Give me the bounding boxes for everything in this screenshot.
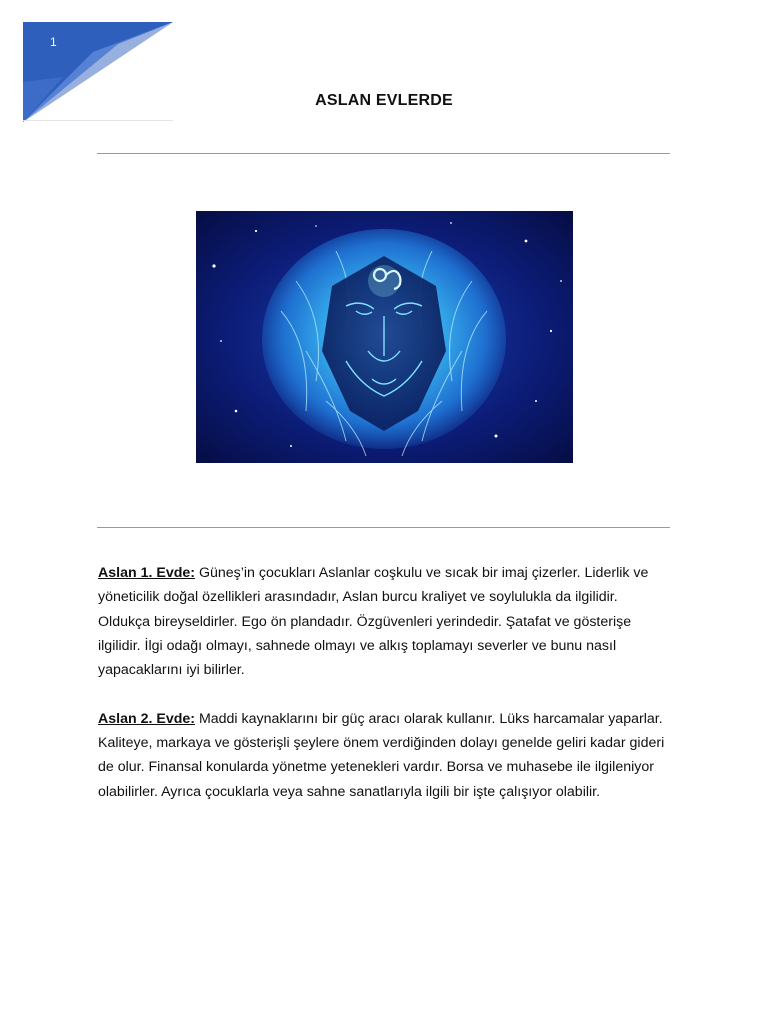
house-descriptions (98, 561, 673, 828)
lion-constellation-image (196, 211, 573, 463)
paragraph-text: Maddi kaynaklarını bir güç aracı olarak kullanır. Lüks harcamalar yaparlar. Kaliteye, markaya ve gösterişli şeylere önem verdiğinden dolayı genelde geliri kadar gideri de olur. Finansal konularda yönetme yetenekleri vardır. Borsa ve muhasebe ile ilgileniyor olabilirler. Ayrıca çocuklarla veya sahne sanatlarıyla ilgili bir işte çalışıyor olabilir. (98, 710, 665, 800)
paragraph-lead: Aslan 2. Evde: (98, 710, 195, 727)
paragraph-house-1 (98, 561, 673, 682)
paragraph-text: Güneş’in çocukları Aslanlar coşkulu ve sıcak bir imaj çizerler. Liderlik ve yöneticilik doğal özellikleri arasındadır, Aslan burcu kraliyet ve soylulukla da ilgilidir. Oldukça bireyseldirler. Ego ön plandadır. Özgüvenleri yerindedir. Şatafat ve gösterişe ilgilidir. İlgi odağı olmayı, sahnede olmayı ve alkış toplamayı severler ve bunu nasıl yapacaklarını iyi bilirler. (98, 565, 649, 679)
paragraph-house-2 (98, 707, 673, 804)
paragraph-lead: Aslan 1. Evde: (98, 565, 195, 581)
corner-divider (23, 120, 173, 121)
top-divider (97, 153, 670, 154)
page-title: ASLAN EVLERDE (315, 92, 453, 109)
bottom-divider (97, 527, 670, 528)
page-number: 1 (50, 35, 57, 49)
